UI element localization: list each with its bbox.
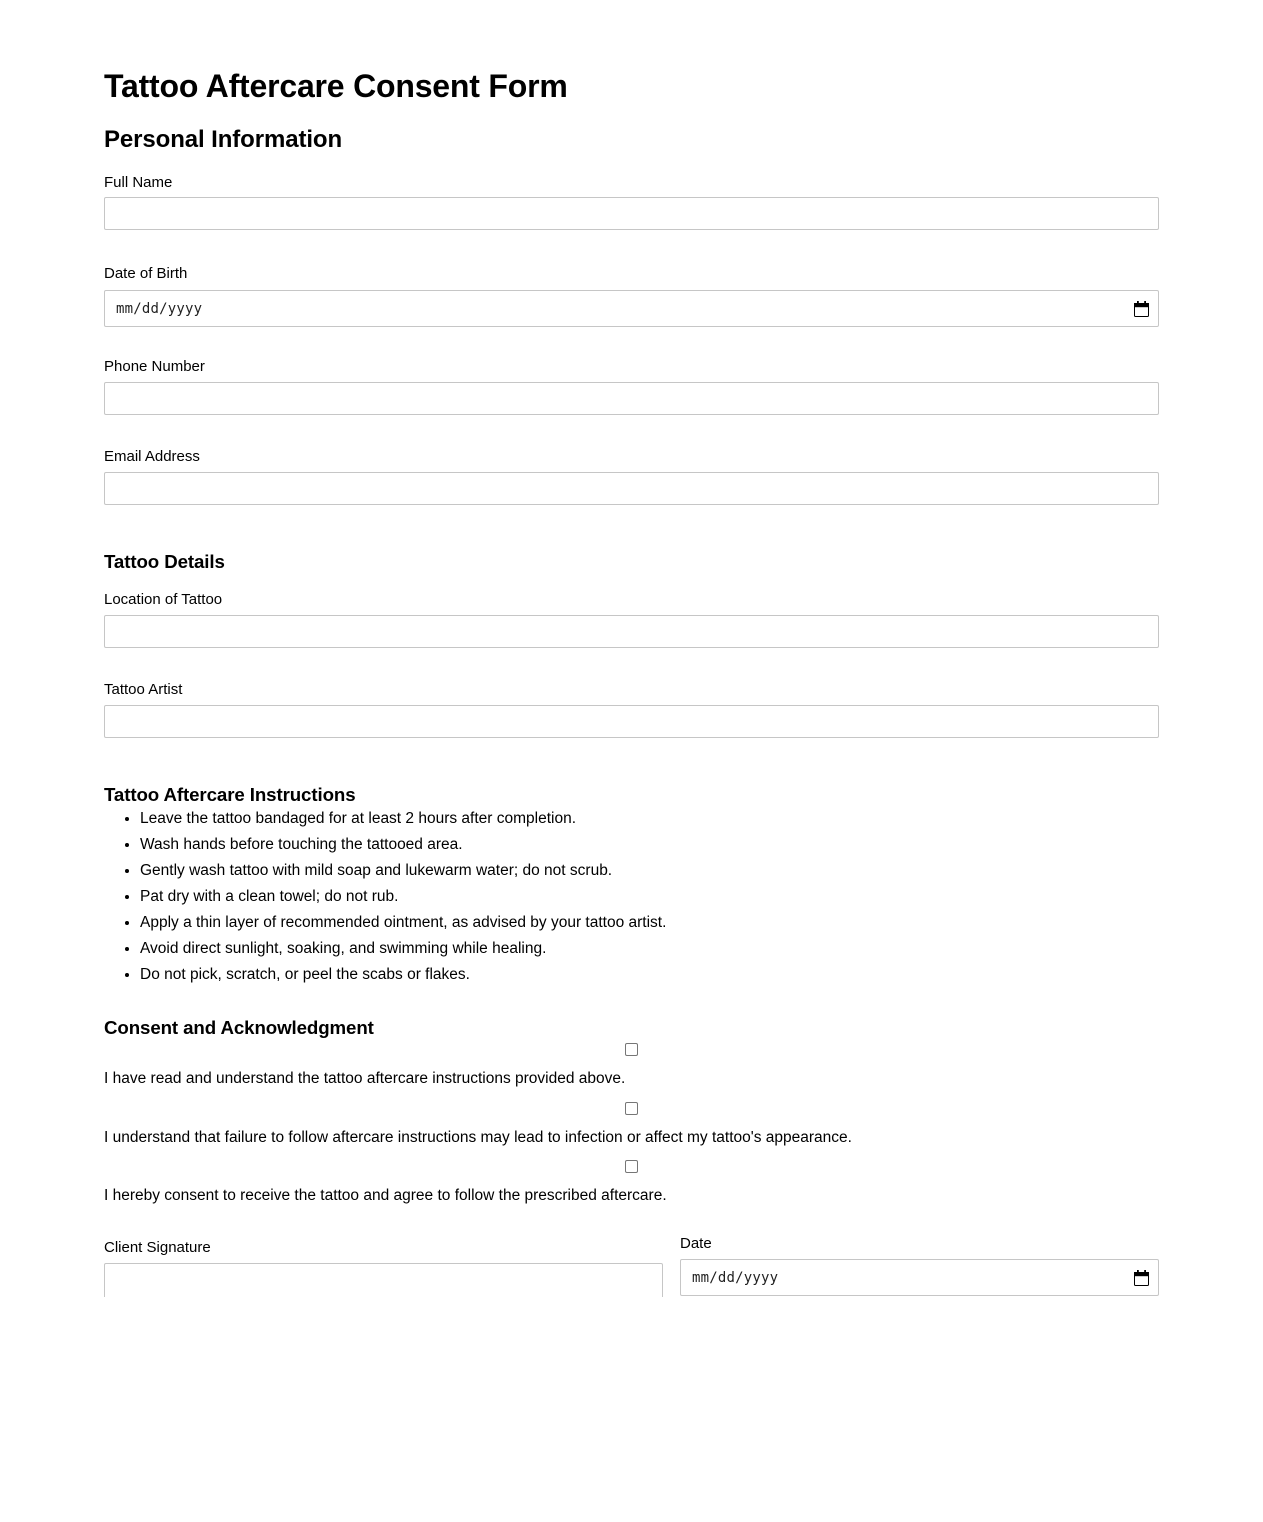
label-tattoo-artist: Tattoo Artist <box>104 681 183 698</box>
list-item: • Wash hands before touching the tattooed area. <box>140 832 666 858</box>
consent-item <box>104 1158 1159 1206</box>
full-name-input[interactable] <box>104 197 1159 230</box>
list-item: • Gently wash tattoo with mild soap and lukewarm water; do not scrub. <box>140 858 666 884</box>
location-of-tattoo-input[interactable] <box>104 615 1159 648</box>
page-title: Tattoo Aftercare Consent Form <box>104 68 568 104</box>
signature-column <box>104 1239 663 1297</box>
email-address-input[interactable] <box>104 472 1159 505</box>
consent-text: I understand that failure to follow aftercare instructions may lead to infection or affect my tattoo's appearance. <box>104 1128 852 1146</box>
consent-checkbox-agree-aftercare[interactable] <box>625 1160 638 1173</box>
list-item: • Apply a thin layer of recommended ointment, as advised by your tattoo artist. <box>140 910 666 936</box>
list-item: • Avoid direct sunlight, soaking, and swimming while healing. <box>140 936 666 962</box>
date-column <box>680 1235 1159 1296</box>
section-heading-consent: Consent and Acknowledgment <box>104 1017 374 1038</box>
list-item: • Pat dry with a clean towel; do not rub. <box>140 884 666 910</box>
label-date-of-birth: Date of Birth <box>104 265 188 282</box>
signature-date-input[interactable] <box>680 1259 1159 1296</box>
client-signature-input[interactable] <box>104 1263 663 1297</box>
calendar-icon[interactable] <box>1134 301 1149 317</box>
date-of-birth-input[interactable] <box>104 290 1159 327</box>
date-of-birth-placeholder: mm/dd/yyyy <box>116 300 203 317</box>
label-email-address: Email Address <box>104 448 200 465</box>
label-signature-date: Date <box>680 1235 712 1252</box>
aftercare-instructions-list <box>104 806 666 988</box>
consent-item <box>104 1041 1159 1089</box>
consent-checkbox-failure-risk[interactable] <box>625 1102 638 1115</box>
section-heading-aftercare-instructions: Tattoo Aftercare Instructions <box>104 784 356 805</box>
section-heading-tattoo-details: Tattoo Details <box>104 551 225 572</box>
list-item: • Leave the tattoo bandaged for at least 2 hours after completion. <box>140 806 666 832</box>
section-heading-personal-information: Personal Information <box>104 126 343 153</box>
consent-checkbox-read-instructions[interactable] <box>625 1043 638 1056</box>
tattoo-artist-input[interactable] <box>104 705 1159 738</box>
label-location-of-tattoo: Location of Tattoo <box>104 591 223 608</box>
signature-date-placeholder: mm/dd/yyyy <box>692 1269 779 1286</box>
calendar-icon[interactable] <box>1134 1270 1149 1286</box>
label-full-name: Full Name <box>104 174 173 191</box>
label-phone-number: Phone Number <box>104 358 205 375</box>
consent-item <box>104 1100 1159 1148</box>
list-item: • Do not pick, scratch, or peel the scabs or flakes. <box>140 962 666 988</box>
label-client-signature: Client Signature <box>104 1239 211 1256</box>
phone-number-input[interactable] <box>104 382 1159 415</box>
consent-text: I have read and understand the tattoo aftercare instructions provided above. <box>104 1070 626 1087</box>
consent-text: I hereby consent to receive the tattoo and agree to follow the prescribed aftercare. <box>104 1187 667 1205</box>
consent-items <box>104 1041 1159 1206</box>
